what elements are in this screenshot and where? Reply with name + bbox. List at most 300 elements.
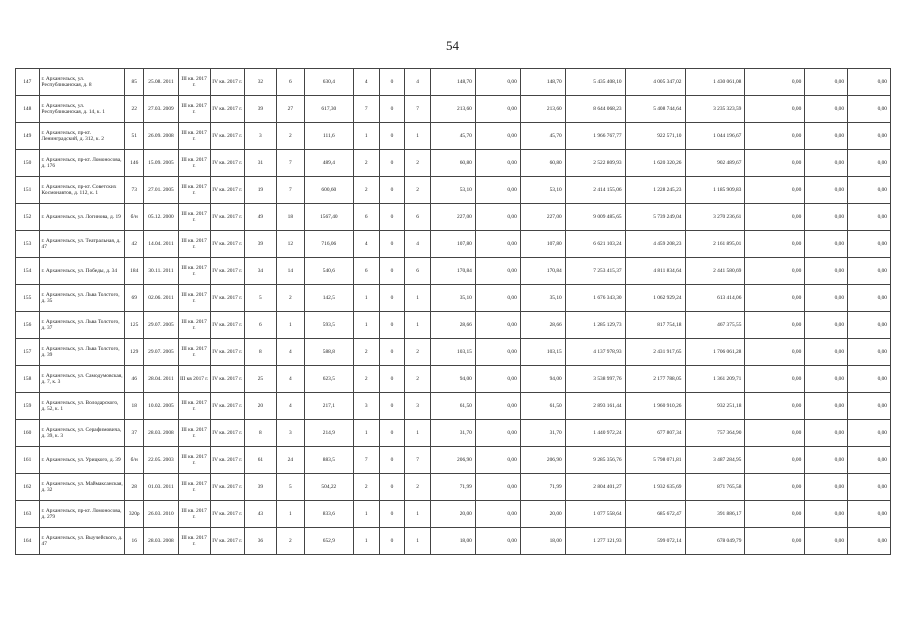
cell-row-number: 151 [16,177,40,204]
cell-cost-fund: 817 754,18 [625,312,685,339]
cell-rooms-total: 1 [353,285,379,312]
cell-start-quarter: III кв. 2017 г. [178,150,210,177]
cell-cost-total: 7 253 415,37 [565,258,625,285]
cell-cost-region: 1 044 196,67 [685,123,745,150]
cell-area-total: 593,5 [304,312,353,339]
cell-resettle-area: 213,60 [430,96,475,123]
cell-area-purchase: 0,00 [475,123,520,150]
cell-row-number: 149 [16,123,40,150]
cell-cost-other: 0,00 [848,393,891,420]
cell-doc-number: 18 [125,393,144,420]
cell-doc-date: 22.05. 2003 [144,447,178,474]
cell-cost-total: 9 009 485,65 [565,204,625,231]
cell-resettle-area: 94,00 [430,366,475,393]
cell-cost-other: 0,00 [848,258,891,285]
cell-doc-date: 27.01. 2005 [144,177,178,204]
cell-start-quarter: III кв. 2017 г. [178,339,210,366]
cell-cost-local: 0,00 [745,474,805,501]
cell-area-other: 18,00 [520,528,565,555]
cell-start-quarter: III кв. 2017 г. [178,312,210,339]
cell-cost-fund: 685 672,47 [625,501,685,528]
cell-resettle-area: 31,70 [430,420,475,447]
cell-cost-local: 0,00 [745,177,805,204]
cell-rooms-total: 1 [353,420,379,447]
cell-start-quarter: III кв. 2017 г. [178,393,210,420]
cell-rooms-total: 4 [353,69,379,96]
cell-doc-date: 28.03. 2008 [144,528,178,555]
cell-cost-extra: 0,00 [805,447,848,474]
cell-area-total: 833,6 [304,501,353,528]
cell-doc-number: 184 [125,258,144,285]
cell-resettle-area: 20,00 [430,501,475,528]
cell-start-quarter: III кв. 2017 г. [178,69,210,96]
cell-doc-date: 02.06. 2011 [144,285,178,312]
cell-row-number: 163 [16,501,40,528]
cell-residents-count: 39 [244,96,276,123]
cell-cost-extra: 0,00 [805,285,848,312]
cell-doc-date: 26.09. 2008 [144,123,178,150]
cell-cost-extra: 0,00 [805,312,848,339]
cell-end-quarter: IV кв. 2017 г. [210,231,244,258]
cell-address: г. Архангельск, ул. Театральная, д. 47 [39,231,125,258]
cell-area-other: 107,80 [520,231,565,258]
cell-start-quarter: III кв 2017 г. [178,366,210,393]
cell-area-total: 630,4 [304,69,353,96]
cell-cost-total: 8 644 068,23 [565,96,625,123]
cell-cost-other: 0,00 [848,474,891,501]
cell-residents-count: 25 [244,366,276,393]
cell-cost-region: 613 414,06 [685,285,745,312]
cell-rooms-purchase: 0 [379,528,405,555]
cell-row-number: 161 [16,447,40,474]
cell-start-quarter: III кв. 2017 г. [178,420,210,447]
cell-doc-date: 15.09. 2005 [144,150,178,177]
cell-cost-fund: 1 062 929,24 [625,285,685,312]
cell-area-purchase: 0,00 [475,231,520,258]
cell-resettle-area: 60,80 [430,150,475,177]
cell-end-quarter: IV кв. 2017 г. [210,366,244,393]
cell-start-quarter: III кв. 2017 г. [178,204,210,231]
cell-cost-region: 3 487 284,95 [685,447,745,474]
cell-residents-to-resettle: 7 [276,150,304,177]
table-row [16,285,891,312]
cell-cost-local: 0,00 [745,366,805,393]
cell-cost-other: 0,00 [848,69,891,96]
cell-cost-fund: 2 177 788,05 [625,366,685,393]
cell-doc-number: б/н [125,204,144,231]
cell-area-purchase: 0,00 [475,447,520,474]
cell-cost-local: 0,00 [745,285,805,312]
cell-start-quarter: III кв. 2017 г. [178,96,210,123]
cell-cost-extra: 0,00 [805,393,848,420]
table-row [16,231,891,258]
cell-rooms-total: 2 [353,366,379,393]
cell-cost-local: 0,00 [745,420,805,447]
cell-address: г. Архангельск, ул. Выучейского, д. 47 [39,528,125,555]
cell-area-purchase: 0,00 [475,393,520,420]
cell-cost-region: 1 361 209,71 [685,366,745,393]
cell-row-number: 157 [16,339,40,366]
cell-row-number: 162 [16,474,40,501]
table-row [16,69,891,96]
cell-end-quarter: IV кв. 2017 г. [210,258,244,285]
cell-address: г. Архангельск, пр-кт. Ленинградский, д. 312, к. 2 [39,123,125,150]
cell-rooms-other: 1 [405,501,431,528]
cell-cost-fund: 4 005 347,02 [625,69,685,96]
cell-rooms-other: 3 [405,393,431,420]
cell-cost-region: 3 235 323,59 [685,96,745,123]
cell-area-other: 53,10 [520,177,565,204]
cell-cost-region: 902 489,67 [685,150,745,177]
cell-end-quarter: IV кв. 2017 г. [210,420,244,447]
cell-cost-total: 1 676 343,30 [565,285,625,312]
cell-cost-other: 0,00 [848,501,891,528]
cell-doc-date: 10.02. 2005 [144,393,178,420]
cell-area-total: 214,9 [304,420,353,447]
cell-cost-extra: 0,00 [805,258,848,285]
cell-area-total: 489,4 [304,150,353,177]
cell-residents-count: 31 [244,150,276,177]
cell-cost-local: 0,00 [745,393,805,420]
table-row [16,312,891,339]
cell-doc-number: 22 [125,96,144,123]
cell-start-quarter: III кв. 2017 г. [178,123,210,150]
cell-end-quarter: IV кв. 2017 г. [210,501,244,528]
cell-start-quarter: III кв. 2017 г. [178,501,210,528]
cell-rooms-purchase: 0 [379,150,405,177]
cell-cost-other: 0,00 [848,420,891,447]
cell-address: г. Архангельск, пр-кт. Советских Космонавтов, д. 112, к. 1 [39,177,125,204]
cell-rooms-total: 6 [353,204,379,231]
cell-end-quarter: IV кв. 2017 г. [210,393,244,420]
cell-cost-local: 0,00 [745,339,805,366]
cell-rooms-purchase: 0 [379,420,405,447]
cell-cost-extra: 0,00 [805,339,848,366]
cell-cost-extra: 0,00 [805,204,848,231]
cell-area-total: 716,06 [304,231,353,258]
cell-end-quarter: IV кв. 2017 г. [210,285,244,312]
cell-doc-date: 05.12. 2000 [144,204,178,231]
cell-cost-fund: 599 072,14 [625,528,685,555]
cell-cost-other: 0,00 [848,123,891,150]
cell-rooms-other: 1 [405,123,431,150]
cell-area-total: 588,8 [304,339,353,366]
cell-row-number: 153 [16,231,40,258]
cell-start-quarter: III кв. 2017 г. [178,231,210,258]
cell-cost-region: 3 270 236,61 [685,204,745,231]
cell-row-number: 156 [16,312,40,339]
cell-area-total: 540,6 [304,258,353,285]
cell-row-number: 160 [16,420,40,447]
cell-cost-other: 0,00 [848,285,891,312]
cell-rooms-total: 2 [353,177,379,204]
cell-residents-count: 34 [244,258,276,285]
cell-doc-number: б/н [125,447,144,474]
cell-rooms-total: 7 [353,96,379,123]
cell-rooms-other: 1 [405,285,431,312]
table-row [16,528,891,555]
cell-doc-number: 146 [125,150,144,177]
cell-cost-total: 4 137 978,93 [565,339,625,366]
cell-cost-total: 2 522 809,93 [565,150,625,177]
cell-end-quarter: IV кв. 2017 г. [210,447,244,474]
cell-rooms-other: 7 [405,96,431,123]
cell-residents-to-resettle: 4 [276,339,304,366]
cell-cost-other: 0,00 [848,339,891,366]
cell-doc-date: 28.03. 2008 [144,420,178,447]
cell-rooms-purchase: 0 [379,474,405,501]
cell-residents-to-resettle: 4 [276,393,304,420]
cell-area-purchase: 0,00 [475,474,520,501]
cell-end-quarter: IV кв. 2017 г. [210,474,244,501]
cell-rooms-purchase: 0 [379,123,405,150]
cell-area-total: 111,6 [304,123,353,150]
cell-end-quarter: IV кв. 2017 г. [210,312,244,339]
cell-doc-date: 14.04. 2011 [144,231,178,258]
cell-cost-other: 0,00 [848,96,891,123]
cell-cost-total: 1 077 558,64 [565,501,625,528]
cell-resettle-area: 227,00 [430,204,475,231]
table-row [16,177,891,204]
cell-rooms-other: 1 [405,420,431,447]
table-row [16,366,891,393]
cell-residents-to-resettle: 3 [276,420,304,447]
cell-rooms-total: 2 [353,474,379,501]
cell-cost-fund: 1 620 320,26 [625,150,685,177]
cell-resettle-area: 18,00 [430,528,475,555]
cell-resettle-area: 35,10 [430,285,475,312]
cell-doc-number: 37 [125,420,144,447]
table-row [16,447,891,474]
cell-resettle-area: 28,66 [430,312,475,339]
cell-end-quarter: IV кв. 2017 г. [210,339,244,366]
cell-area-other: 206,90 [520,447,565,474]
cell-cost-total: 3 538 997,76 [565,366,625,393]
cell-cost-region: 391 886,17 [685,501,745,528]
cell-cost-region: 871 765,58 [685,474,745,501]
cell-rooms-other: 7 [405,447,431,474]
cell-area-purchase: 0,00 [475,528,520,555]
table-row [16,393,891,420]
cell-rooms-purchase: 0 [379,96,405,123]
cell-address: г. Архангельск, ул. Республиканская, д. 8 [39,69,125,96]
cell-area-total: 504,22 [304,474,353,501]
cell-residents-to-resettle: 6 [276,69,304,96]
cell-area-purchase: 0,00 [475,285,520,312]
cell-doc-date: 28.04. 2011 [144,366,178,393]
cell-rooms-other: 2 [405,339,431,366]
cell-area-other: 213,60 [520,96,565,123]
cell-rooms-other: 1 [405,312,431,339]
cell-cost-region: 2 161 895,01 [685,231,745,258]
cell-residents-to-resettle: 2 [276,528,304,555]
cell-cost-local: 0,00 [745,123,805,150]
cell-residents-to-resettle: 7 [276,177,304,204]
cell-cost-total: 1 285 129,73 [565,312,625,339]
cell-start-quarter: III кв. 2017 г. [178,285,210,312]
cell-cost-fund: 4 459 208,23 [625,231,685,258]
cell-residents-count: 5 [244,285,276,312]
cell-area-total: 217,1 [304,393,353,420]
cell-row-number: 150 [16,150,40,177]
cell-cost-other: 0,00 [848,366,891,393]
cell-area-total: 1567,40 [304,204,353,231]
cell-address: г. Архангельск, пр-кт. Ломоносова, д. 176 [39,150,125,177]
cell-cost-fund: 677 807,34 [625,420,685,447]
cell-residents-count: 39 [244,231,276,258]
cell-cost-local: 0,00 [745,447,805,474]
cell-area-other: 170,84 [520,258,565,285]
cell-end-quarter: IV кв. 2017 г. [210,204,244,231]
cell-rooms-purchase: 0 [379,447,405,474]
cell-area-total: 617,30 [304,96,353,123]
cell-residents-count: 39 [244,474,276,501]
cell-cost-total: 1 966 767,77 [565,123,625,150]
cell-cost-other: 0,00 [848,177,891,204]
cell-rooms-purchase: 0 [379,204,405,231]
cell-doc-number: 320р [125,501,144,528]
cell-cost-total: 1 277 121,93 [565,528,625,555]
cell-doc-date: 26.03. 2010 [144,501,178,528]
cell-residents-to-resettle: 5 [276,474,304,501]
cell-residents-count: 32 [244,69,276,96]
cell-resettle-area: 103,15 [430,339,475,366]
cell-cost-extra: 0,00 [805,69,848,96]
cell-area-other: 35,10 [520,285,565,312]
cell-cost-local: 0,00 [745,528,805,555]
cell-rooms-other: 6 [405,258,431,285]
cell-rooms-total: 1 [353,312,379,339]
cell-cost-extra: 0,00 [805,366,848,393]
cell-area-other: 31,70 [520,420,565,447]
cell-area-total: 883,5 [304,447,353,474]
cell-cost-local: 0,00 [745,69,805,96]
cell-end-quarter: IV кв. 2017 г. [210,177,244,204]
cell-area-purchase: 0,00 [475,69,520,96]
cell-cost-extra: 0,00 [805,123,848,150]
cell-cost-fund: 1 228 245,23 [625,177,685,204]
cell-cost-extra: 0,00 [805,474,848,501]
cell-address: г. Архангельск, ул. Маймаксанская, д. 32 [39,474,125,501]
cell-rooms-total: 4 [353,231,379,258]
cell-residents-to-resettle: 4 [276,366,304,393]
cell-start-quarter: III кв. 2017 г. [178,177,210,204]
cell-residents-count: 49 [244,204,276,231]
cell-residents-to-resettle: 27 [276,96,304,123]
cell-cost-fund: 5 408 744,64 [625,96,685,123]
cell-cost-other: 0,00 [848,528,891,555]
cell-cost-local: 0,00 [745,96,805,123]
cell-doc-date: 29.07. 2005 [144,312,178,339]
cell-rooms-other: 1 [405,528,431,555]
cell-cost-region: 2 441 580,69 [685,258,745,285]
cell-doc-date: 25.08. 2011 [144,69,178,96]
cell-cost-total: 2 893 161,44 [565,393,625,420]
cell-resettle-area: 53,10 [430,177,475,204]
table-row [16,501,891,528]
cell-area-total: 623,5 [304,366,353,393]
cell-residents-count: 6 [244,312,276,339]
cell-area-other: 94,00 [520,366,565,393]
cell-rooms-purchase: 0 [379,285,405,312]
cell-row-number: 147 [16,69,40,96]
cell-resettle-area: 206,90 [430,447,475,474]
cell-area-other: 20,00 [520,501,565,528]
cell-address: г. Архангельск, ул. Льва Толстого, д. 37 [39,312,125,339]
cell-doc-date: 27.03. 2009 [144,96,178,123]
cell-residents-count: 8 [244,339,276,366]
cell-area-purchase: 0,00 [475,339,520,366]
cell-doc-date: 01.03. 2011 [144,474,178,501]
cell-area-purchase: 0,00 [475,366,520,393]
cell-resettle-area: 170,84 [430,258,475,285]
cell-residents-to-resettle: 12 [276,231,304,258]
cell-residents-count: 36 [244,528,276,555]
cell-cost-fund: 922 571,10 [625,123,685,150]
cell-address: г. Архангельск, ул. Логинова, д. 19 [39,204,125,231]
cell-cost-other: 0,00 [848,447,891,474]
cell-doc-number: 69 [125,285,144,312]
cell-doc-number: 125 [125,312,144,339]
cell-cost-fund: 1 960 910,26 [625,393,685,420]
table-row [16,150,891,177]
cell-area-purchase: 0,00 [475,312,520,339]
cell-row-number: 148 [16,96,40,123]
cell-rooms-total: 2 [353,339,379,366]
cell-row-number: 154 [16,258,40,285]
cell-cost-fund: 1 932 635,69 [625,474,685,501]
cell-address: г. Архангельск, ул. Льва Толстого, д. 39 [39,339,125,366]
cell-rooms-total: 7 [353,447,379,474]
cell-rooms-total: 1 [353,501,379,528]
cell-rooms-purchase: 0 [379,177,405,204]
cell-residents-to-resettle: 14 [276,258,304,285]
cell-cost-total: 5 435 408,10 [565,69,625,96]
resettlement-table [15,68,891,555]
cell-cost-extra: 0,00 [805,420,848,447]
cell-cost-local: 0,00 [745,258,805,285]
cell-address: г. Архангельск, пр-кт. Ломоносова, д. 279 [39,501,125,528]
cell-cost-extra: 0,00 [805,231,848,258]
cell-address: г. Архангельск, ул. Самодумовская, д. 7, к. 3 [39,366,125,393]
cell-cost-region: 757 364,90 [685,420,745,447]
cell-residents-count: 3 [244,123,276,150]
cell-cost-extra: 0,00 [805,150,848,177]
cell-cost-extra: 0,00 [805,96,848,123]
cell-doc-date: 30.11. 2011 [144,258,178,285]
cell-rooms-other: 2 [405,474,431,501]
cell-address: г. Архангельск, ул. Урицкого, д. 39 [39,447,125,474]
cell-address: г. Архангельск, ул. Серафимовича, д. 39, к. 3 [39,420,125,447]
cell-cost-fund: 5 739 249,04 [625,204,685,231]
cell-cost-region: 678 049,79 [685,528,745,555]
cell-cost-extra: 0,00 [805,501,848,528]
cell-address: г. Архангельск, ул. Республиканская, д. 14, к. 1 [39,96,125,123]
cell-doc-number: 42 [125,231,144,258]
cell-residents-to-resettle: 18 [276,204,304,231]
cell-residents-count: 19 [244,177,276,204]
cell-area-total: 600,60 [304,177,353,204]
cell-cost-local: 0,00 [745,150,805,177]
cell-area-other: 148,70 [520,69,565,96]
cell-cost-region: 1 430 061,08 [685,69,745,96]
cell-doc-number: 46 [125,366,144,393]
cell-rooms-purchase: 0 [379,366,405,393]
cell-doc-number: 28 [125,474,144,501]
cell-area-other: 28,66 [520,312,565,339]
cell-rooms-other: 2 [405,150,431,177]
cell-area-total: 142,5 [304,285,353,312]
